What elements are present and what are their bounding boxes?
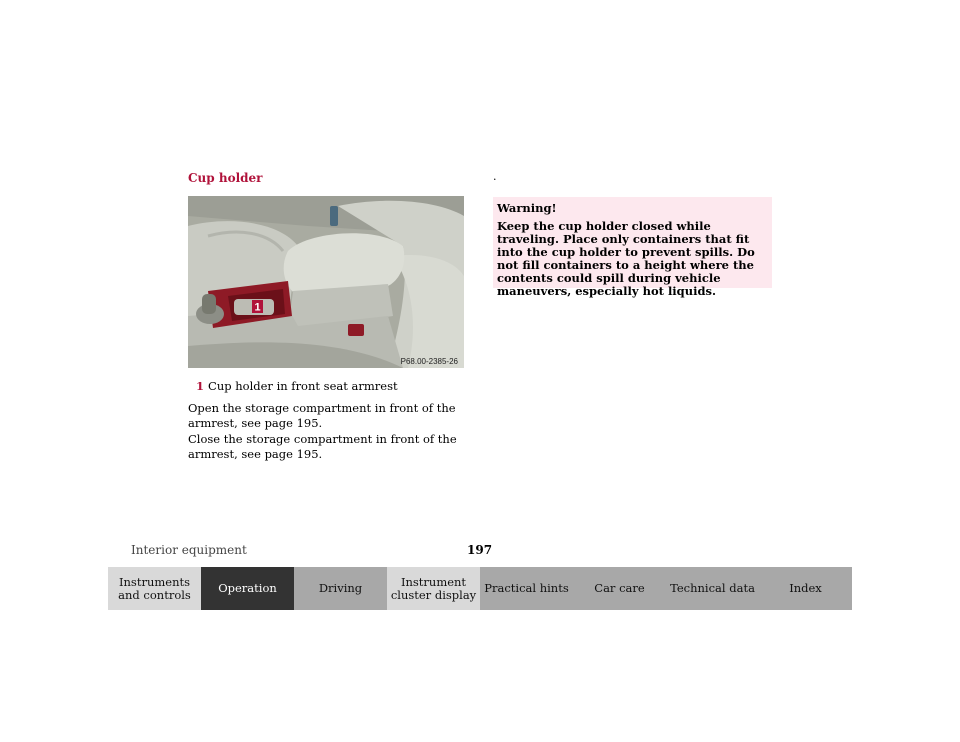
footer-section-name: Interior equipment [131,543,247,557]
tab-practical-hints[interactable]: Practical hints [480,567,573,610]
section-title: Cup holder [188,171,263,185]
page-number: 197 [467,543,493,557]
warning-text: Keep the cup holder closed while traveling. Place only containers that fit into the cup holder to prevent spills. Do not fill containers to a height where the contents could spill during vehicle maneuvers, especially hot liquids. [497,219,755,298]
tab-driving[interactable]: Driving [294,567,387,610]
figure-code: P68.00-2385-26 [400,357,458,366]
figure-caption [196,379,398,393]
tab-technical-data[interactable]: Technical data [666,567,759,610]
paragraph-close: Close the storage compartment in front of the armrest, see page 195. [188,432,457,461]
tab-instrument-cluster-display[interactable]: Instrument cluster display [387,567,480,610]
armrest-drawing [188,196,464,368]
caption-number: 1 [196,379,205,393]
tab-operation[interactable]: Operation [201,567,294,610]
tab-index[interactable]: Index [759,567,852,610]
callout-number: 1 [254,301,261,314]
cup-holder-illustration [188,196,464,368]
caption-text: Cup holder in front seat armrest [208,379,398,393]
warning-box [493,197,772,298]
tab-instruments-and-controls[interactable]: Instruments and controls [108,567,201,610]
warning-title: Warning! [497,201,557,215]
section-nav [108,567,851,610]
column-marker: . [493,170,497,183]
paragraph-open: Open the storage compartment in front of the armrest, see page 195. [188,401,456,430]
tab-car-care[interactable]: Car care [573,567,666,610]
